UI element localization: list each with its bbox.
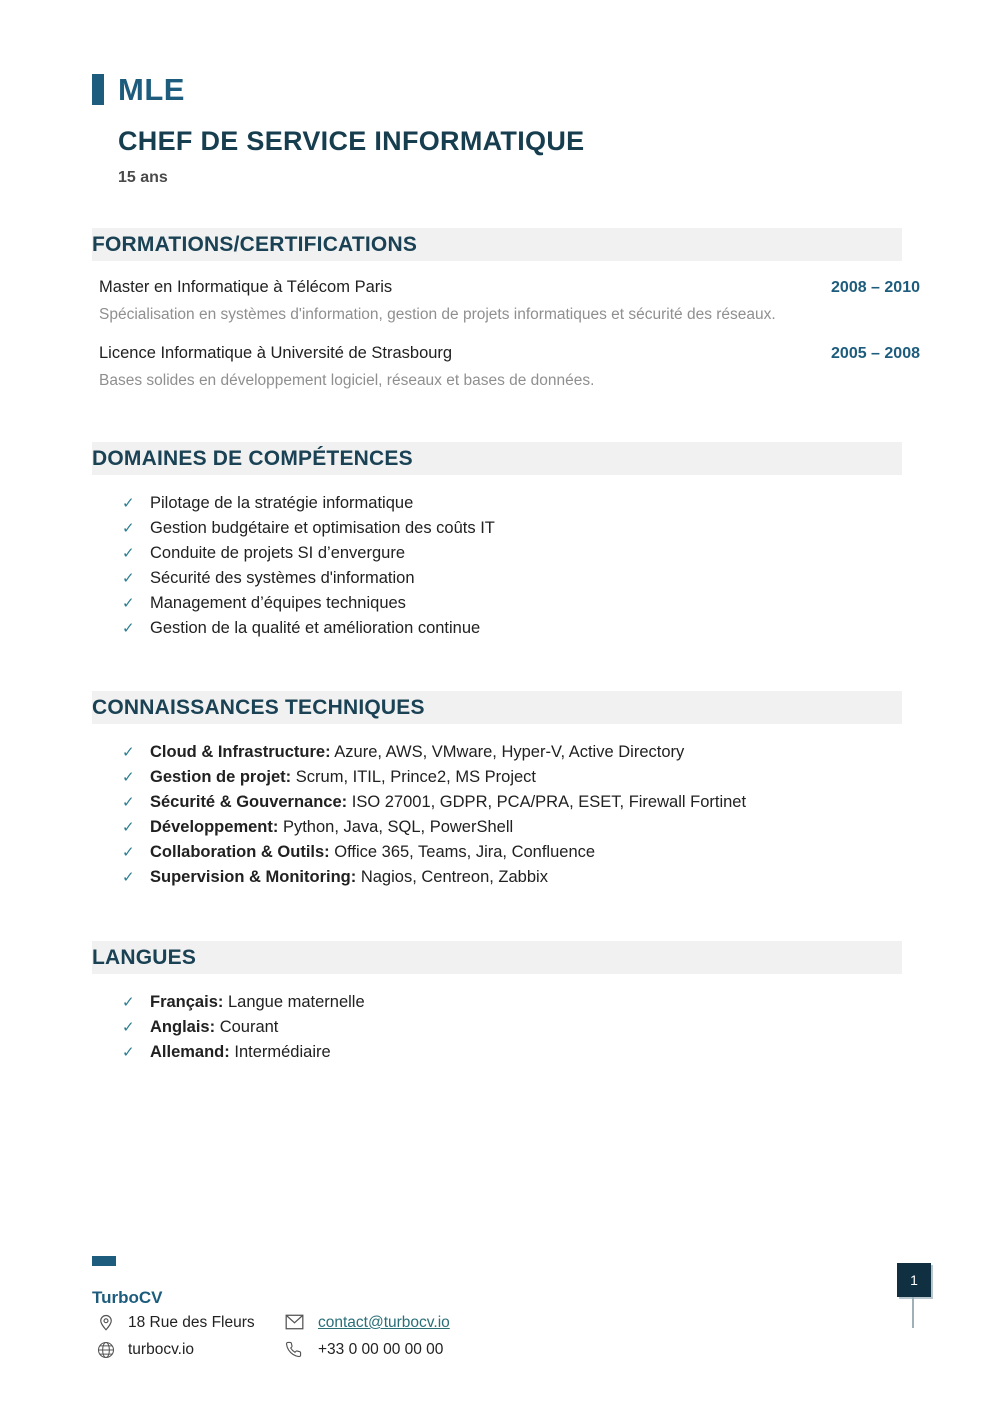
- globe-icon: [97, 1341, 115, 1359]
- section-competences: [92, 442, 920, 641]
- section-title-langues: LANGUES: [92, 941, 902, 974]
- page-number-badge: 1: [897, 1263, 931, 1297]
- footer-website: turbocv.io: [128, 1341, 195, 1358]
- section-title-connaissances: CONNAISSANCES TECHNIQUES: [92, 691, 902, 724]
- list-item: [92, 840, 920, 865]
- candidate-initials: MLE: [118, 72, 185, 107]
- check-icon: ✓: [122, 769, 135, 786]
- section-title-formations: FORMATIONS/CERTIFICATIONS: [92, 228, 902, 261]
- skill-values: Scrum, ITIL, Prince2, MS Project: [295, 768, 537, 786]
- skill-category: Gestion de projet:: [150, 768, 292, 786]
- list-item: [92, 865, 920, 890]
- formation-dates: 2008 – 2010: [831, 279, 920, 296]
- footer-contact-grid: [97, 1314, 450, 1359]
- language-name: Allemand:: [150, 1043, 230, 1061]
- header: [0, 0, 993, 187]
- formation-entry-head: [92, 278, 920, 297]
- skill-category: Cloud & Infrastructure:: [150, 743, 331, 761]
- check-icon: ✓: [122, 545, 135, 562]
- name-row: [92, 74, 993, 105]
- experience-years: 15 ans: [118, 169, 168, 186]
- skill-category: Supervision & Monitoring:: [150, 868, 357, 886]
- content: [92, 228, 920, 1065]
- list-item: [92, 815, 920, 840]
- competences-list: [92, 491, 920, 641]
- check-icon: ✓: [122, 620, 135, 637]
- competence-text: Pilotage de la stratégie informatique: [150, 494, 414, 512]
- connaissances-list: [92, 740, 920, 890]
- formation-entry: [92, 278, 920, 327]
- footer-address: 18 Rue des Fleurs: [128, 1314, 255, 1331]
- formation-dates: 2005 – 2008: [831, 345, 920, 362]
- formation-entry-head: [92, 344, 920, 363]
- language-name: Français:: [150, 993, 224, 1011]
- list-item: [92, 790, 920, 815]
- check-icon: ✓: [122, 744, 135, 761]
- list-item: [92, 491, 920, 516]
- list-item: [92, 566, 920, 591]
- phone-icon: [285, 1341, 303, 1359]
- list-item: [92, 1040, 920, 1065]
- competence-text: Conduite de projets SI d’envergure: [150, 544, 405, 562]
- section-langues: [92, 941, 920, 1065]
- formation-title: Master en Informatique à Télécom Paris: [99, 278, 393, 296]
- page-number-line: [912, 1297, 914, 1328]
- language-level: Courant: [219, 1018, 279, 1036]
- skill-category: Collaboration & Outils:: [150, 843, 330, 861]
- language-level: Intermédiaire: [234, 1043, 331, 1061]
- language-level: Langue maternelle: [227, 993, 365, 1011]
- list-item: [92, 990, 920, 1015]
- list-item: [92, 1015, 920, 1040]
- formation-description: Spécialisation en systèmes d'information, gestion de projets informatiques et sécurité des réseaux.: [99, 306, 776, 323]
- check-icon: ✓: [122, 869, 135, 886]
- competence-text: Management d’équipes techniques: [150, 594, 406, 612]
- list-item: [92, 591, 920, 616]
- check-icon: ✓: [122, 794, 135, 811]
- competence-text: Gestion budgétaire et optimisation des coûts IT: [150, 519, 495, 537]
- footer-brand: TurboCV: [92, 1288, 163, 1307]
- section-formations: [92, 228, 920, 393]
- job-title: CHEF DE SERVICE INFORMATIQUE: [118, 126, 585, 156]
- competence-text: Gestion de la qualité et amélioration continue: [150, 619, 481, 637]
- check-icon: ✓: [122, 819, 135, 836]
- list-item: [92, 541, 920, 566]
- check-icon: ✓: [122, 595, 135, 612]
- skill-values: Nagios, Centreon, Zabbix: [360, 868, 548, 886]
- check-icon: ✓: [122, 520, 135, 537]
- skill-values: Azure, AWS, VMware, Hyper-V, Active Directory: [334, 743, 685, 761]
- check-icon: ✓: [122, 1044, 135, 1061]
- language-name: Anglais:: [150, 1018, 216, 1036]
- skill-category: Sécurité & Gouvernance:: [150, 793, 348, 811]
- list-item: [92, 516, 920, 541]
- section-title-competences: DOMAINES DE COMPÉTENCES: [92, 442, 902, 475]
- skill-values: Office 365, Teams, Jira, Confluence: [334, 843, 596, 861]
- footer-email-link[interactable]: contact@turbocv.io: [318, 1314, 450, 1331]
- formation-entry: [92, 344, 920, 393]
- check-icon: ✓: [122, 570, 135, 587]
- skill-values: Python, Java, SQL, PowerShell: [282, 818, 514, 836]
- formation-title: Licence Informatique à Université de Strasbourg: [99, 344, 453, 362]
- check-icon: ✓: [122, 495, 135, 512]
- accent-bar: [92, 74, 104, 105]
- footer-phone: +33 0 00 00 00 00: [318, 1341, 444, 1358]
- list-item: [92, 740, 920, 765]
- formation-description: Bases solides en développement logiciel, réseaux et bases de données.: [99, 372, 595, 389]
- section-connaissances: [92, 691, 920, 890]
- location-pin-icon: [97, 1314, 115, 1332]
- competence-text: Sécurité des systèmes d'information: [150, 569, 415, 587]
- check-icon: ✓: [122, 1019, 135, 1036]
- list-item: [92, 616, 920, 641]
- check-icon: ✓: [122, 994, 135, 1011]
- footer-accent-rect: [92, 1256, 116, 1266]
- check-icon: ✓: [122, 844, 135, 861]
- list-item: [92, 765, 920, 790]
- envelope-icon: [285, 1314, 303, 1332]
- skill-values: ISO 27001, GDPR, PCA/PRA, ESET, Firewall Fortinet: [351, 793, 747, 811]
- skill-category: Développement:: [150, 818, 279, 836]
- langues-list: [92, 990, 920, 1065]
